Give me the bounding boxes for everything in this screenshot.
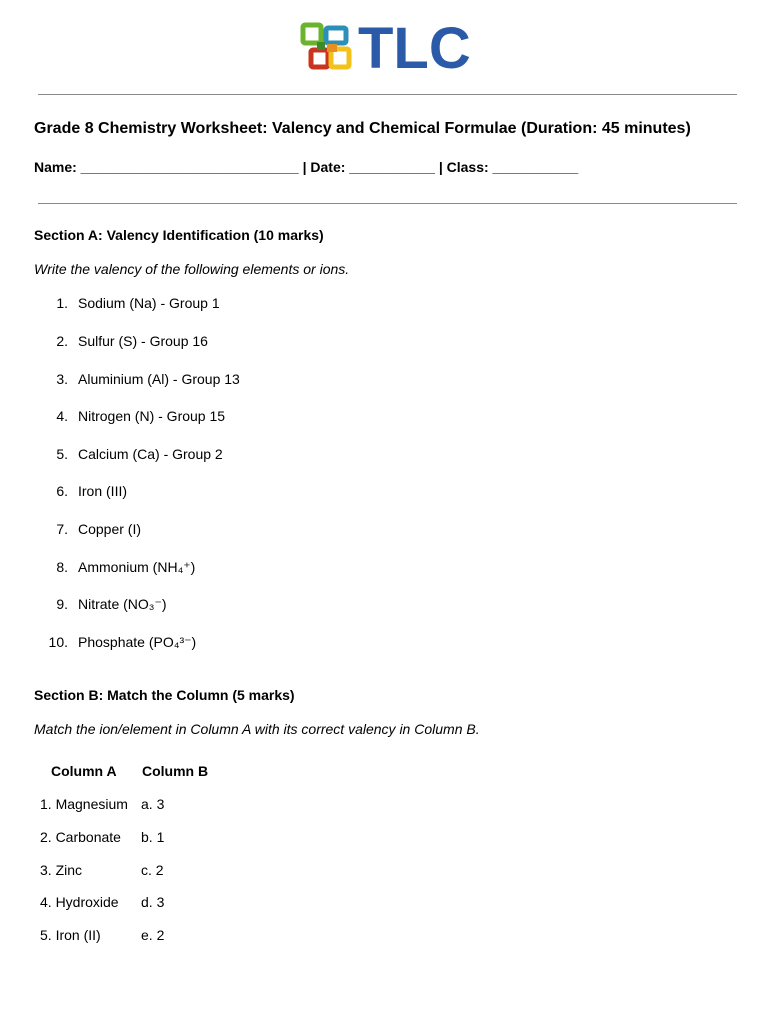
list-item — [44, 371, 444, 387]
list-item — [44, 634, 444, 651]
item-number: 8. — [56, 559, 68, 575]
section-a-heading: Section A: Valency Identification (10 marks) — [34, 227, 324, 243]
logo-text: TLC — [358, 16, 471, 81]
item-number: 9. — [56, 596, 68, 612]
item-text: Nitrogen (N) - Group 15 — [78, 408, 226, 424]
item-text: Copper (I) — [78, 521, 142, 537]
section-a-instruction: Write the valency of the following elements or ions. — [34, 261, 350, 277]
item-number: 6. — [56, 483, 68, 499]
section-b-heading: Section B: Match the Column (5 marks) — [34, 687, 295, 703]
column-a-cell: 4. Hydroxide — [40, 894, 119, 910]
item-number: 10. — [48, 634, 68, 650]
list-item — [44, 521, 444, 537]
item-text: Sulfur (S) - Group 16 — [78, 333, 208, 349]
column-a-header: Column A — [51, 763, 117, 779]
item-number: 1. — [56, 295, 68, 311]
item-number: 4. — [56, 408, 68, 424]
item-number: 7. — [56, 521, 68, 537]
tlc-logo — [300, 16, 471, 81]
item-text: Nitrate (NO₃⁻) — [78, 596, 167, 612]
column-b-cell: c. 2 — [141, 862, 164, 878]
column-a-cell: 5. Iron (II) — [40, 927, 101, 943]
item-number: 3. — [56, 371, 68, 387]
page-title: Grade 8 Chemistry Worksheet: Valency and Chemical Formulae (Duration: 45 minutes) — [34, 120, 691, 137]
list-item — [44, 446, 444, 462]
item-number: 5. — [56, 446, 68, 462]
item-text: Calcium (Ca) - Group 2 — [78, 446, 223, 462]
student-info-line: Name: ____________________________ | Date: ___________ | Class: ___________ — [34, 159, 579, 175]
column-b-cell: a. 3 — [141, 796, 165, 812]
item-number: 2. — [56, 333, 68, 349]
column-a-cell: 1. Magnesium — [40, 796, 128, 812]
list-item — [44, 333, 444, 349]
tlc-logo-mark-icon — [300, 22, 354, 76]
list-item — [44, 295, 444, 311]
divider-bottom — [38, 203, 737, 204]
divider-top — [38, 94, 737, 95]
column-a-cell: 3. Zinc — [40, 862, 83, 878]
list-item — [44, 483, 444, 499]
item-text: Iron (III) — [78, 483, 128, 499]
column-b-cell: b. 1 — [141, 829, 165, 845]
list-item — [44, 408, 444, 424]
item-text: Sodium (Na) - Group 1 — [78, 295, 220, 311]
column-b-cell: d. 3 — [141, 894, 165, 910]
list-item — [44, 559, 444, 576]
item-text: Aluminium (Al) - Group 13 — [78, 371, 240, 387]
list-item — [44, 596, 444, 613]
column-b-cell: e. 2 — [141, 927, 165, 943]
column-a-cell: 2. Carbonate — [40, 829, 121, 845]
section-b-instruction: Match the ion/element in Column A with its correct valency in Column B. — [34, 721, 480, 737]
item-text: Phosphate (PO₄³⁻) — [78, 634, 197, 650]
item-text: Ammonium (NH₄⁺) — [78, 559, 196, 575]
column-b-header: Column B — [142, 763, 209, 779]
